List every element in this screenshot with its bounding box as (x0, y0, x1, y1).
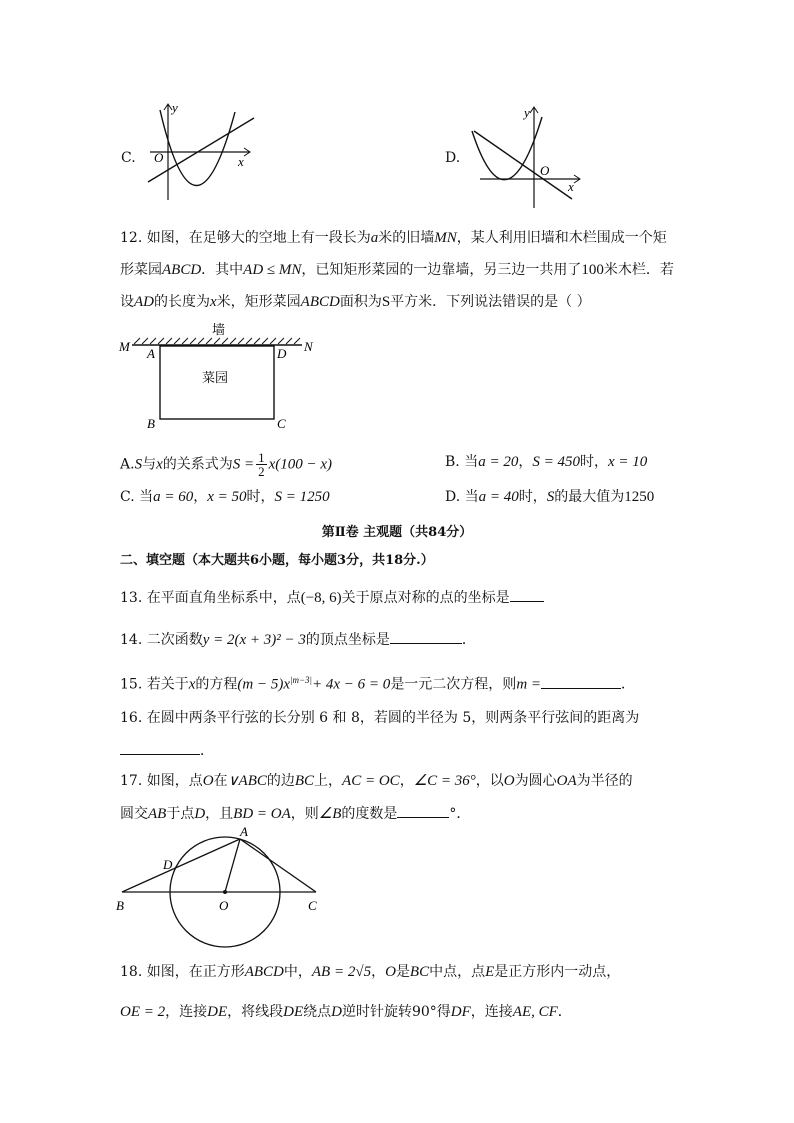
svg-text:D: D (277, 346, 287, 361)
q12-option-a: A.S与x的关系式为S = $\frac{1}{2}$ x(100 − x) (120, 450, 333, 479)
svg-text:D: D (163, 857, 173, 872)
q12-option-c: C. 当a = 60，x = 50时，S = 1250 (120, 489, 330, 505)
q12-option-d: D. 当a = 40时，S的最大值为1250 (445, 489, 655, 505)
svg-text:B: B (147, 416, 155, 431)
q12-line1: 12. 如图，在足够大的空地上有一段长为a米的旧墙MN，某人利用旧墙和木栏围成一个矩 (120, 230, 667, 246)
answer-blank[interactable] (390, 629, 462, 644)
option-d-label: D. (445, 150, 461, 166)
answer-blank[interactable] (120, 740, 200, 755)
garden-figure (116, 318, 326, 433)
svg-text:y: y (524, 105, 530, 120)
option-d-graph (468, 103, 588, 213)
garden-label: 菜园 (202, 370, 229, 385)
option-c-graph (140, 100, 260, 210)
q12-option-b: B. 当a = 20，S = 450时，x = 10 (445, 454, 648, 470)
svg-text:O: O (219, 898, 229, 913)
q12-line2: 形菜园ABCD．其中AD ≤ MN，已知矩形菜园的一边靠墙，另三边一共用了100米木栏．若 (120, 262, 674, 278)
circle-figure (116, 822, 328, 958)
part-heading: 二、填空题（本大题共6小题，每小题3分，共18分.） (120, 553, 434, 568)
section-title: 第Ⅱ卷 主观题（共84分） (321, 525, 473, 540)
svg-text:A: A (147, 346, 155, 361)
q13: 13. 在平面直角坐标系中，点(−8, 6)关于原点对称的点的坐标是 (120, 587, 544, 607)
svg-text:B: B (116, 898, 124, 913)
svg-text:C: C (308, 898, 317, 913)
q16: 16. 在圆中两条平行弦的长分别 6 和 8，若圆的半径为 5，则两条平行弦间的距离为 (120, 710, 640, 726)
svg-text:A: A (240, 824, 248, 839)
answer-blank[interactable] (541, 674, 621, 689)
q14: 14. 二次函数y = 2(x + 3)² − 3的顶点坐标是 ． (120, 629, 476, 649)
q12-line3: 设AD的长度为x米，矩形菜园ABCD面积为S平方米．下列说法错误的是（ ） (120, 294, 591, 310)
option-c-label: C. (121, 150, 136, 166)
q15: 15. 若关于x的方程$(m - 5)x^{|m-3|}+ 4x - 6 = 0$是一元二次方程，则m = ． (120, 675, 636, 693)
svg-text:O: O (540, 163, 550, 178)
q17-line1: 17. 如图，点O在∨ABC的边BC上，AC = OC，∠C = 36°，以O为圆心OA为半径的 (120, 773, 633, 789)
origin-label: O (154, 150, 164, 165)
svg-text:C: C (277, 416, 286, 431)
answer-blank[interactable] (397, 803, 449, 818)
svg-text:x: x (568, 179, 574, 194)
x-axis-label: x (238, 154, 244, 169)
y-axis-label: y (172, 100, 178, 115)
svg-text:N: N (304, 339, 313, 354)
q18-line1: 18. 如图，在正方形ABCD中，AB = 2√5，O是BC中点，点E是正方形内一动点， (120, 964, 621, 980)
q17-line2: 圆交AB于点D，且BD = OA，则∠B的度数是 °． (120, 803, 470, 823)
answer-blank[interactable] (510, 587, 544, 602)
wall-label: 墙 (212, 322, 226, 337)
q18-line2: OE = 2，连接DE，将线段DE绕点D逆时针旋转90°得DF，连接AE, CF． (120, 1004, 572, 1020)
svg-text:M: M (119, 339, 130, 354)
q16-line2: ． (120, 740, 214, 760)
